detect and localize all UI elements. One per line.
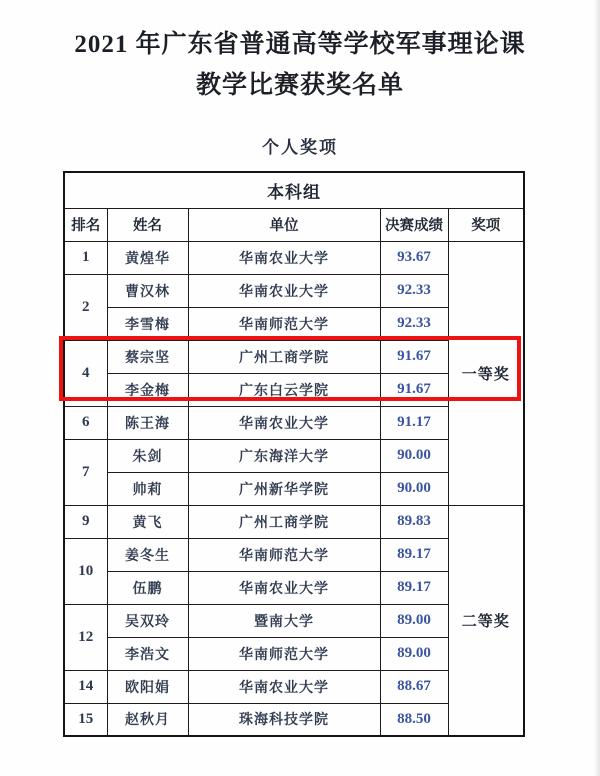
- unit-cell: 华南农业大学: [188, 274, 380, 307]
- column-header-unit: 单位: [188, 208, 380, 241]
- document-title: [0, 0, 600, 106]
- unit-cell: 华南农业大学: [188, 406, 380, 439]
- name-cell: 帅莉: [107, 472, 188, 505]
- document-title-line2: 教学比赛获奖名单: [195, 72, 404, 99]
- name-cell: 姜冬生: [107, 538, 188, 571]
- score-cell: 89.17: [380, 538, 448, 571]
- awards-table: [63, 171, 525, 737]
- score-cell: 91.67: [380, 373, 448, 406]
- unit-cell: 广州工商学院: [188, 505, 380, 538]
- score-cell: 88.67: [380, 670, 448, 703]
- score-cell: 90.00: [380, 472, 448, 505]
- name-cell: 李雪梅: [107, 307, 188, 340]
- column-header-row: [64, 208, 524, 241]
- score-cell: 90.00: [380, 439, 448, 472]
- score-cell: 91.67: [380, 340, 448, 373]
- name-cell: 赵秋月: [107, 703, 188, 736]
- name-cell: 陈王海: [107, 406, 188, 439]
- rank-cell: 1: [64, 241, 107, 274]
- name-cell: 吴双玲: [107, 604, 188, 637]
- score-cell: 88.50: [380, 703, 448, 736]
- name-cell: 曹汉林: [107, 274, 188, 307]
- table-row: [64, 241, 524, 274]
- column-header-name: 姓名: [107, 208, 188, 241]
- unit-cell: 暨南大学: [188, 604, 380, 637]
- unit-cell: 华南师范大学: [188, 538, 380, 571]
- column-header-score: 决赛成绩: [380, 208, 448, 241]
- name-cell: 黄煌华: [107, 241, 188, 274]
- name-cell: 蔡宗坚: [107, 340, 188, 373]
- unit-cell: 广州新华学院: [188, 472, 380, 505]
- rank-cell: 7: [64, 439, 107, 505]
- unit-cell: 珠海科技学院: [188, 703, 380, 736]
- unit-cell: 华南农业大学: [188, 670, 380, 703]
- score-cell: 89.00: [380, 604, 448, 637]
- name-cell: 黄飞: [107, 505, 188, 538]
- rank-cell: 9: [64, 505, 107, 538]
- score-cell: 92.33: [380, 307, 448, 340]
- table-row: [64, 505, 524, 538]
- group-header: 本科组: [64, 172, 524, 208]
- unit-cell: 广州工商学院: [188, 340, 380, 373]
- document-title-line1: 2021 年广东省普通高等学校军事理论课: [74, 31, 526, 58]
- score-cell: 89.00: [380, 637, 448, 670]
- column-header-award: 奖项: [448, 208, 524, 241]
- unit-cell: 华南农业大学: [188, 241, 380, 274]
- unit-cell: 广东海洋大学: [188, 439, 380, 472]
- scan-edge: [594, 0, 600, 776]
- award-cell: 一等奖: [448, 241, 524, 505]
- score-cell: 91.17: [380, 406, 448, 439]
- unit-cell: 华南师范大学: [188, 637, 380, 670]
- name-cell: 李浩文: [107, 637, 188, 670]
- name-cell: 欧阳娟: [107, 670, 188, 703]
- rank-cell: 2: [64, 274, 107, 340]
- score-cell: 89.17: [380, 571, 448, 604]
- results-tbody: [64, 241, 524, 736]
- score-cell: 93.67: [380, 241, 448, 274]
- name-cell: 伍鹏: [107, 571, 188, 604]
- unit-cell: 华南农业大学: [188, 571, 380, 604]
- section-title: 个人奖项: [262, 138, 338, 157]
- rank-cell: 6: [64, 406, 107, 439]
- name-cell: 李金梅: [107, 373, 188, 406]
- award-cell: 二等奖: [448, 505, 524, 736]
- score-cell: 92.33: [380, 274, 448, 307]
- unit-cell: 华南师范大学: [188, 307, 380, 340]
- rank-cell: 4: [64, 340, 107, 406]
- group-header-row: [64, 172, 524, 208]
- score-cell: 89.83: [380, 505, 448, 538]
- rank-cell: 14: [64, 670, 107, 703]
- name-cell: 朱剑: [107, 439, 188, 472]
- rank-cell: 10: [64, 538, 107, 604]
- unit-cell: 广东白云学院: [188, 373, 380, 406]
- rank-cell: 12: [64, 604, 107, 670]
- column-header-rank: 排名: [64, 208, 107, 241]
- rank-cell: 15: [64, 703, 107, 736]
